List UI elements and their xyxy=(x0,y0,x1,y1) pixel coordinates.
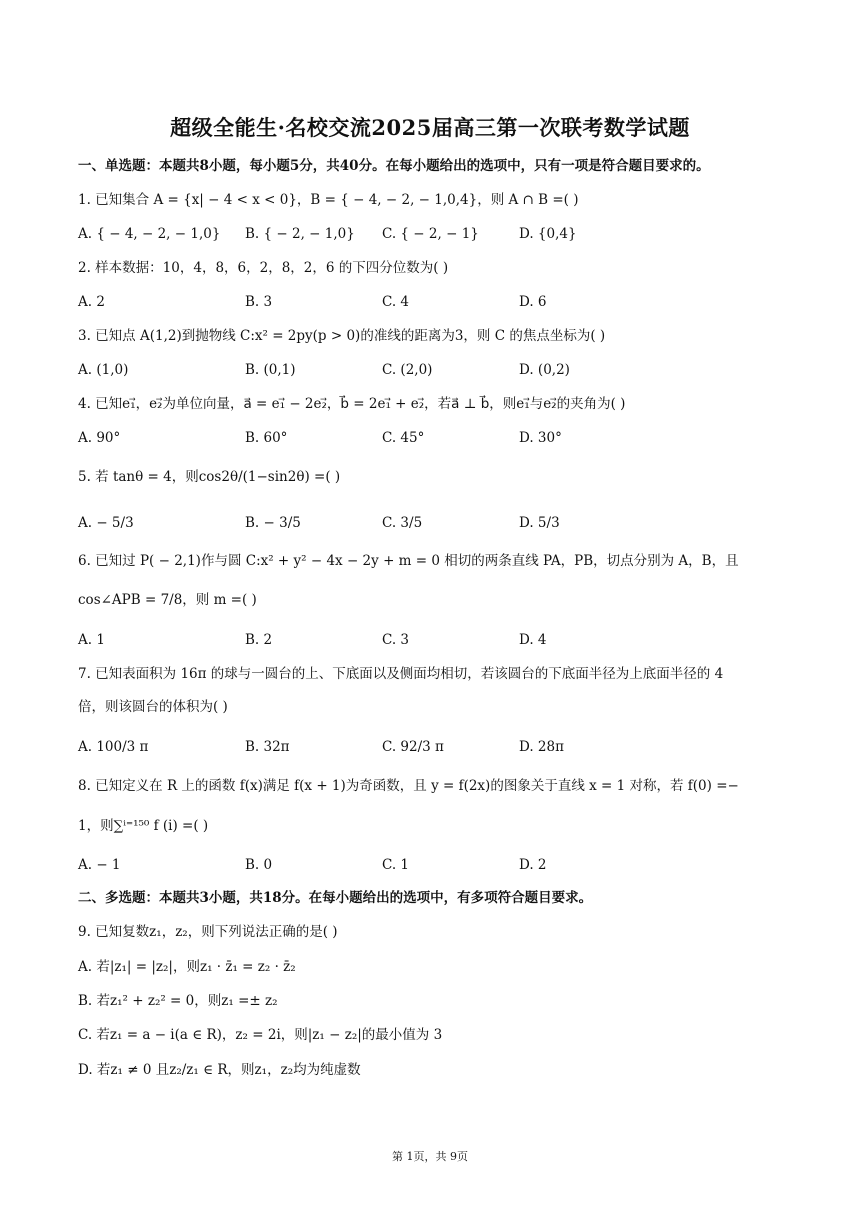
question-3-option-b: B. (0,1) xyxy=(245,362,296,378)
question-9-option-d: D. 若z₁ ≠ 0 且z₂/z₁ ∈ R，则z₁，z₂均为纯虚数 xyxy=(78,1062,361,1078)
question-1-option-c: C. { − 2, − 1} xyxy=(382,226,479,242)
question-5-option-b: B. − 3/5 xyxy=(245,515,301,531)
question-4-option-b: B. 60° xyxy=(245,430,288,446)
page-title: 超级全能生·名校交流2025届高三第一次联考数学试题 xyxy=(170,115,690,140)
section-heading-multiple-choice: 二、多选题：本题共3小题，共18分。在每小题给出的选项中，有多项符合题目要求。 xyxy=(78,890,593,906)
question-6-option-a: A. 1 xyxy=(78,632,105,648)
question-5-option-c: C. 3/5 xyxy=(382,515,423,531)
question-9-option-b: B. 若z₁² + z₂² = 0，则z₁ =± z₂ xyxy=(78,993,278,1009)
question-7-option-a: A. 100/3 π xyxy=(78,739,149,755)
question-6-stem: 6. 已知过 P( − 2,1)作与圆 C:x² + y² − 4x − 2y + m = 0 相切的两条直线 PA，PB，切点分别为 A，B，且 xyxy=(78,553,739,569)
question-3-stem: 3. 已知点 A(1,2)到抛物线 C:x² = 2py(p > 0)的准线的距离为3，则 C 的焦点坐标为( ) xyxy=(78,328,606,344)
question-2-option-d: D. 6 xyxy=(519,294,547,310)
page-footer: 第 1页，共 9页 xyxy=(392,1150,468,1163)
question-6-option-d: D. 4 xyxy=(519,632,547,648)
question-2-stem: 2. 样本数据：10，4，8，6，2，8，2，6 的下四分位数为( ) xyxy=(78,260,449,276)
question-9-option-c: C. 若z₁ = a − i(a ∈ R)，z₂ = 2i，则|z₁ − z₂|的最小值为 3 xyxy=(78,1027,443,1043)
question-5-option-d: D. 5/3 xyxy=(519,515,560,531)
question-3-option-d: D. (0,2) xyxy=(519,362,570,378)
question-6-stem-cont: cos∠APB = 7/8，则 m =( ) xyxy=(78,592,257,608)
question-3-option-c: C. (2,0) xyxy=(382,362,433,378)
question-6-option-b: B. 2 xyxy=(245,632,273,648)
question-8-stem: 8. 已知定义在 R 上的函数 f(x)满足 f(x + 1)为奇函数，且 y = f(2x)的图象关于直线 x = 1 对称，若 f(0) =− xyxy=(78,778,739,794)
question-7-option-d: D. 28π xyxy=(519,739,564,755)
question-7-stem-cont: 倍，则该圆台的体积为( ) xyxy=(78,699,228,715)
section-heading-single-choice: 一、单选题：本题共8小题，每小题5分，共40分。在每小题给出的选项中，只有一项是符合题目要求的。 xyxy=(78,158,710,174)
question-7-option-c: C. 92/3 π xyxy=(382,739,444,755)
question-2-option-a: A. 2 xyxy=(78,294,105,310)
question-2-option-c: C. 4 xyxy=(382,294,410,310)
question-4-option-d: D. 30° xyxy=(519,430,562,446)
question-4-option-a: A. 90° xyxy=(78,430,121,446)
question-6-option-c: C. 3 xyxy=(382,632,410,648)
question-8-option-d: D. 2 xyxy=(519,857,547,873)
question-1-option-a: A. { − 4, − 2, − 1,0} xyxy=(78,226,221,242)
question-7-option-b: B. 32π xyxy=(245,739,290,755)
question-2-option-b: B. 3 xyxy=(245,294,273,310)
question-8-option-b: B. 0 xyxy=(245,857,273,873)
question-9-option-a: A. 若|z₁| = |z₂|，则z₁ · z̄₁ = z₂ · z̄₂ xyxy=(78,959,296,975)
question-3-option-a: A. (1,0) xyxy=(78,362,129,378)
question-4-stem: 4. 已知e₁⃗，e₂⃗为单位向量，a⃗ = e₁⃗ − 2e₂⃗，b⃗ = 2e₁⃗ + e₂⃗，若a⃗ ⊥ b⃗，则e₁⃗与e₂⃗的夹角为( ) xyxy=(78,396,626,412)
question-9-stem: 9. 已知复数z₁，z₂，则下列说法正确的是( ) xyxy=(78,924,338,940)
question-1-option-d: D. {0,4} xyxy=(519,226,577,242)
question-1-option-b: B. { − 2, − 1,0} xyxy=(245,226,355,242)
question-5-stem: 5. 若 tanθ = 4，则cos2θ/(1−sin2θ) =( ) xyxy=(78,469,341,485)
question-7-stem: 7. 已知表面积为 16π 的球与一圆台的上、下底面以及侧面均相切，若该圆台的下底面半径为上底面半径的 4 xyxy=(78,666,724,682)
question-8-option-c: C. 1 xyxy=(382,857,410,873)
question-8-option-a: A. − 1 xyxy=(78,857,121,873)
question-4-option-c: C. 45° xyxy=(382,430,425,446)
question-1-stem: 1. 已知集合 A = {x| − 4 < x < 0}，B = { − 4, − 2, − 1,0,4}，则 A ∩ B =( ) xyxy=(78,192,579,208)
question-8-stem-cont: 1，则∑ⁱ⁼¹⁵⁰ f (i) =( ) xyxy=(78,818,209,834)
question-5-option-a: A. − 5/3 xyxy=(78,515,134,531)
